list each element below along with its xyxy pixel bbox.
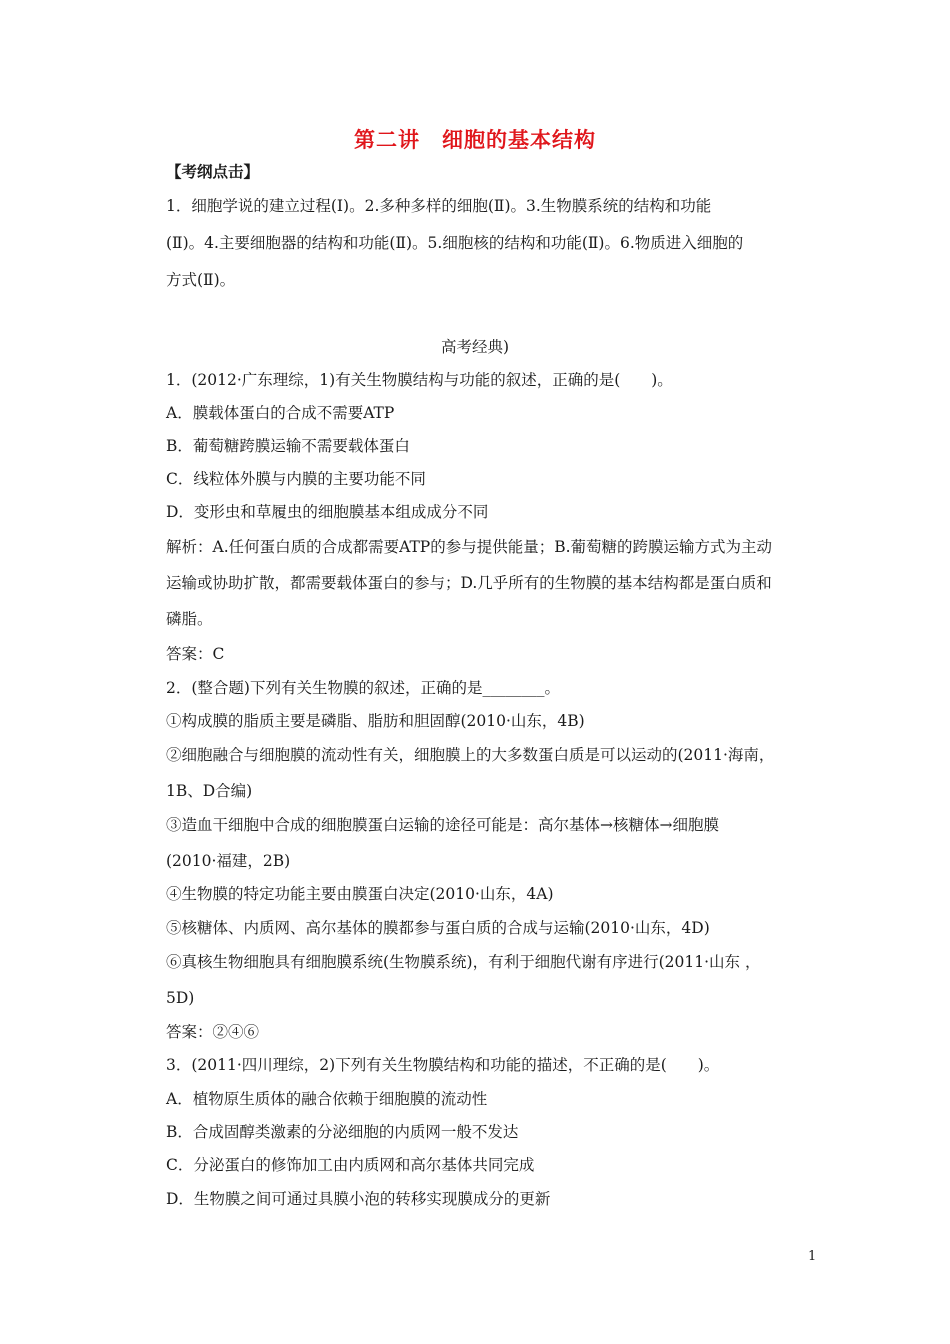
q1-option-c: C．线粒体外膜与内膜的主要功能不同 (166, 470, 426, 488)
q2-item: ③造血干细胞中合成的细胞膜蛋白运输的途径可能是：高尔基体→核糖体→细胞膜 (166, 816, 719, 834)
q2-item: ②细胞融合与细胞膜的流动性有关，细胞膜上的大多数蛋白质是可以运动的(2011·海南， (166, 746, 775, 764)
q2-item: ⑤核糖体、内质网、高尔基体的膜都参与蛋白质的合成与运输(2010·山东，4D) (166, 919, 710, 937)
q2-item: ①构成膜的脂质主要是磷脂、脂肪和胆固醇(2010·山东，4B) (166, 712, 585, 730)
page-title: 第二讲 细胞的基本结构 (354, 127, 596, 152)
q1-stem: 1．(2012·广东理综，1)有关生物膜结构与功能的叙述，正确的是( )。 (166, 371, 673, 389)
q3-option-c: C．分泌蛋白的修饰加工由内质网和高尔基体共同完成 (166, 1156, 535, 1174)
q2-item: (2010·福建，2B) (166, 852, 291, 870)
q1-analysis-line: 磷脂。 (166, 610, 213, 628)
q1-analysis-line: 解析：A.任何蛋白质的合成都需要ATP的参与提供能量；B.葡萄糖的跨膜运输方式为主动 (166, 538, 773, 556)
outline-line: (Ⅱ)。4.主要细胞器的结构和功能(Ⅱ)。5.细胞核的结构和功能(Ⅱ)。6.物质进入细胞的 (166, 234, 744, 252)
q1-analysis-line: 运输或协助扩散，都需要载体蛋白的参与；D.几乎所有的生物膜的基本结构都是蛋白质和 (166, 574, 772, 592)
q3-option-a: A．植物原生质体的融合依赖于细胞膜的流动性 (166, 1090, 488, 1108)
q1-option-a: A．膜载体蛋白的合成不需要ATP (166, 404, 395, 422)
q2-item: ④生物膜的特定功能主要由膜蛋白决定(2010·山东，4A) (166, 885, 554, 903)
outline-heading: 【考纲点击】 (166, 162, 260, 181)
q1-option-d: D．变形虫和草履虫的细胞膜基本组成成分不同 (166, 503, 489, 521)
q2-stem: 2．(整合题)下列有关生物膜的叙述，正确的是________。 (166, 679, 560, 697)
q3-option-b: B．合成固醇类激素的分泌细胞的内质网一般不发达 (166, 1123, 519, 1141)
q1-answer: 答案：C (166, 645, 225, 663)
q3-stem: 3．(2011·四川理综，2)下列有关生物膜结构和功能的描述，不正确的是( )。 (166, 1056, 720, 1074)
q2-item: 5D) (166, 989, 195, 1007)
page-number: 1 (808, 1249, 817, 1264)
outline-line: 方式(Ⅱ)。 (166, 271, 236, 289)
q1-option-b: B．葡萄糖跨膜运输不需要载体蛋白 (166, 437, 410, 455)
section-heading: 高考经典) (440, 338, 510, 356)
q2-item: 1B、D合编) (166, 782, 253, 800)
outline-line: 1．细胞学说的建立过程(Ⅰ)。2.多种多样的细胞(Ⅱ)。3.生物膜系统的结构和功能 (166, 197, 712, 215)
q2-answer: 答案：②④⑥ (166, 1023, 260, 1041)
q3-option-d: D．生物膜之间可通过具膜小泡的转移实现膜成分的更新 (166, 1190, 551, 1208)
q2-item: ⑥真核生物细胞具有细胞膜系统(生物膜系统)，有利于细胞代谢有序进行(2011·山东 ， (166, 953, 761, 971)
